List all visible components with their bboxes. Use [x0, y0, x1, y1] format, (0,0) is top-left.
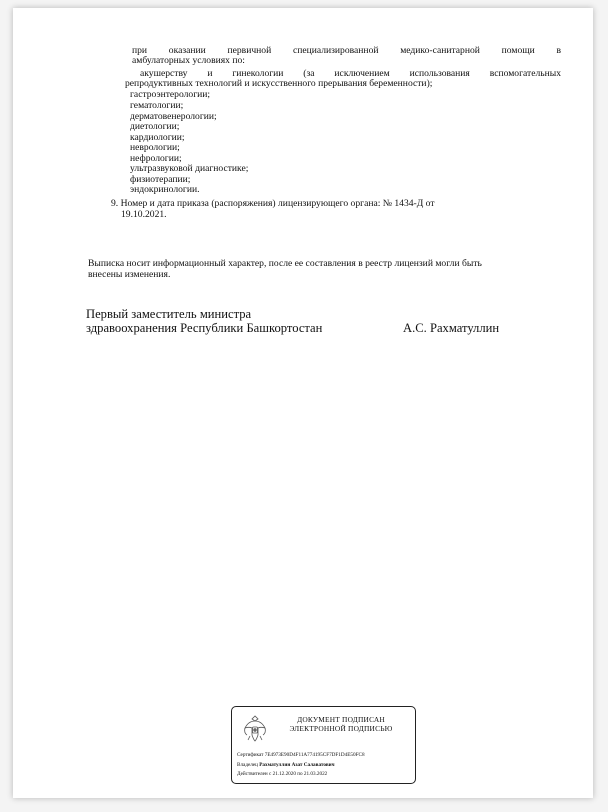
certificate-value: 7E4973E90D4F11A774195CF7DF1D4E50FC8	[264, 752, 365, 758]
intro-line-1: при оказании первичной специализированной медико-санитарной помощи в	[132, 45, 561, 56]
electronic-signature-stamp	[231, 706, 416, 784]
coat-of-arms-icon	[241, 713, 269, 743]
obstetrics-line-1: акушерству и гинекологии (за исключением использования вспомогательных	[140, 68, 561, 79]
disclaimer-line-1: Выписка носит информационный характер, после ее составления в реестр лицензий могли быть	[88, 258, 482, 269]
document-page	[13, 8, 593, 798]
specialty-item: кардиологии;	[130, 131, 185, 143]
owner-value: Рахматуллин Азат Салаватович	[259, 762, 335, 768]
order-number-line-2: 19.10.2021.	[121, 209, 167, 220]
validity-line: Действителен с 21.12.2020 по 21.03.2022	[237, 771, 328, 777]
owner-label: Владелец	[237, 762, 258, 768]
obstetrics-line-2: репродуктивных технологий и искусственного прерывания беременности);	[125, 78, 433, 89]
specialty-item: физиотерапии;	[130, 173, 191, 185]
stamp-title-line-2: ЭЛЕКТРОННОЙ ПОДПИСЬЮ	[289, 723, 393, 733]
specialty-item: диетологии;	[130, 121, 180, 132]
intro-line-2: амбулаторных условиях по:	[132, 55, 245, 66]
specialty-item: дерматовенерологии;	[130, 110, 217, 122]
certificate-line	[237, 752, 365, 758]
order-number-line-1: 9. Номер и дата приказа (распоряжения) лицензирующего органа: № 1434-Д от	[111, 198, 435, 209]
disclaimer-line-2: внесены изменения.	[88, 269, 171, 280]
specialty-item: гастроэнтерологии;	[130, 89, 211, 100]
specialty-item: нефрологии;	[130, 152, 182, 164]
signer-title-line-1: Первый заместитель министра	[86, 307, 252, 321]
specialty-item: неврологии;	[130, 142, 180, 153]
certificate-label: Сертификат	[237, 752, 264, 758]
stamp-title-line-1: ДОКУМЕНТ ПОДПИСАН	[297, 715, 385, 724]
specialty-item: ультразвуковой диагностике;	[130, 163, 249, 174]
owner-line	[237, 762, 335, 768]
signer-name: А.С. Рахматуллин	[403, 321, 500, 335]
stamp-title	[274, 716, 408, 733]
specialty-item: эндокринологии.	[130, 184, 200, 195]
signer-title-line-2: здравоохранения Республики Башкортостан	[86, 321, 323, 335]
specialty-item: гематологии;	[130, 100, 184, 111]
